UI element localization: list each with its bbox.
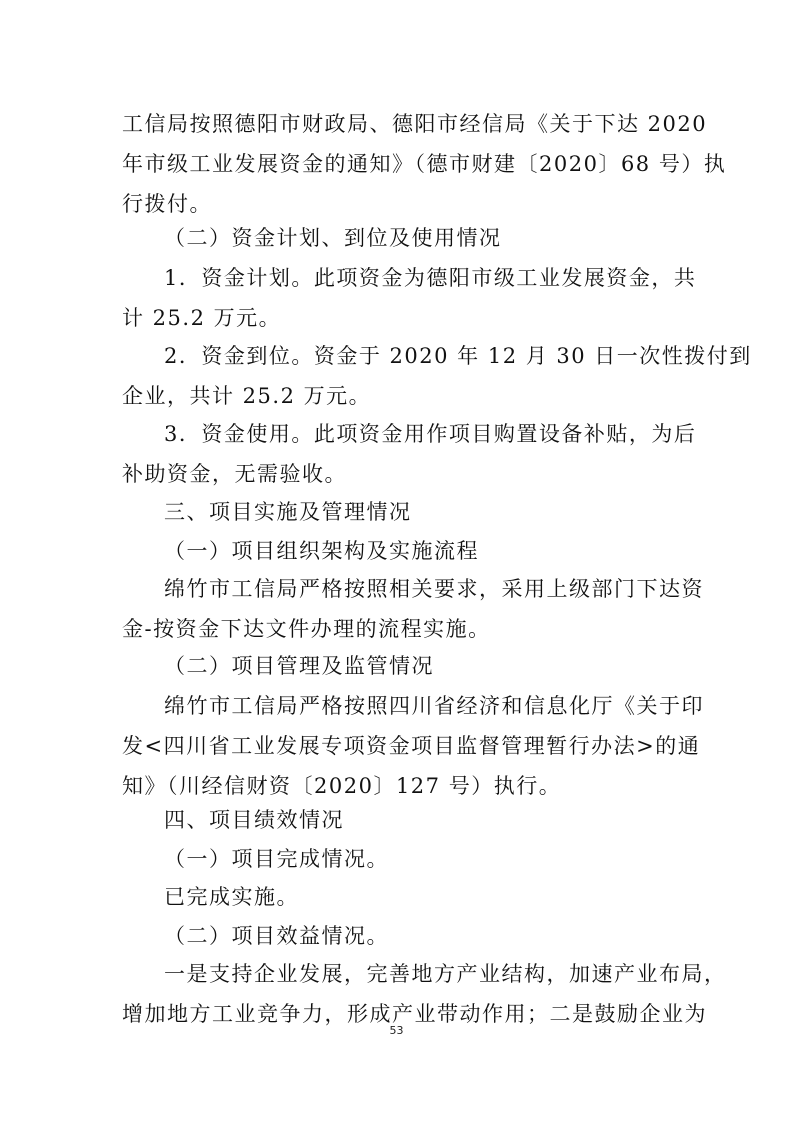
paragraph-completion — [122, 877, 677, 917]
page-number: 53 — [389, 1024, 404, 1037]
paragraph-supervision — [122, 686, 704, 806]
text-line: 年市级工业发展资金的通知》（德市财建〔2020〕68 号）执 — [122, 152, 727, 176]
heading-performance — [122, 800, 677, 840]
text-line: 2．资金到位。资金于 2020 年 12 月 30 日一次性拨付到 — [164, 344, 752, 368]
text-line: 一是支持企业发展，完善地方产业结构，加速产业布局， — [164, 962, 727, 986]
paragraph-benefits — [122, 954, 727, 1034]
text-line: 企业，共计 25.2 万元。 — [122, 384, 372, 408]
paragraph-organization — [122, 569, 704, 649]
heading-supervision — [122, 646, 677, 686]
heading-implementation — [122, 492, 677, 532]
text-line: 增加地方工业竞争力，形成产业带动作用；二是鼓励企业为 — [122, 1002, 707, 1026]
text-line: 3．资金使用。此项资金用作项目购置设备补贴，为后 — [164, 422, 697, 446]
text-line: 绵竹市工信局严格按照四川省经济和信息化厅《关于印 — [164, 694, 704, 718]
text-line: 计 25.2 万元。 — [122, 306, 282, 330]
paragraph-funding-arrival — [122, 336, 752, 416]
heading-benefits — [122, 916, 677, 956]
section-heading: （一）项目完成情况。 — [164, 847, 389, 871]
paragraph-funding-basis — [122, 104, 727, 224]
text-line: 工信局按照德阳市财政局、德阳市经信局《关于下达 2020 — [122, 112, 708, 136]
section-heading: （二）项目管理及监管情况 — [164, 654, 434, 678]
heading-organization — [122, 531, 677, 571]
text-line: 绵竹市工信局严格按照相关要求，采用上级部门下达资 — [164, 577, 704, 601]
text-line: 已完成实施。 — [164, 885, 299, 909]
text-line: 补助资金，无需验收。 — [122, 462, 347, 486]
text-line: 知》（川经信财资〔2020〕127 号）执行。 — [122, 774, 562, 798]
paragraph-funding-plan — [122, 258, 697, 338]
section-heading: （二）资金计划、到位及使用情况 — [164, 226, 502, 250]
text-line: 发<四川省工业发展专项资金项目监督管理暂行办法>的通 — [122, 734, 701, 758]
section-heading: （一）项目组织架构及实施流程 — [164, 539, 479, 563]
text-line: 行拨付。 — [122, 192, 212, 216]
paragraph-funding-use — [122, 414, 697, 494]
section-heading: （二）项目效益情况。 — [164, 924, 389, 948]
text-line: 1．资金计划。此项资金为德阳市级工业发展资金，共 — [164, 266, 697, 290]
heading-funding-plan — [122, 218, 677, 258]
heading-completion — [122, 839, 677, 879]
section-heading: 三、项目实施及管理情况 — [164, 500, 412, 524]
section-heading: 四、项目绩效情况 — [164, 808, 344, 832]
text-line: 金-按资金下达文件办理的流程实施。 — [122, 617, 491, 641]
